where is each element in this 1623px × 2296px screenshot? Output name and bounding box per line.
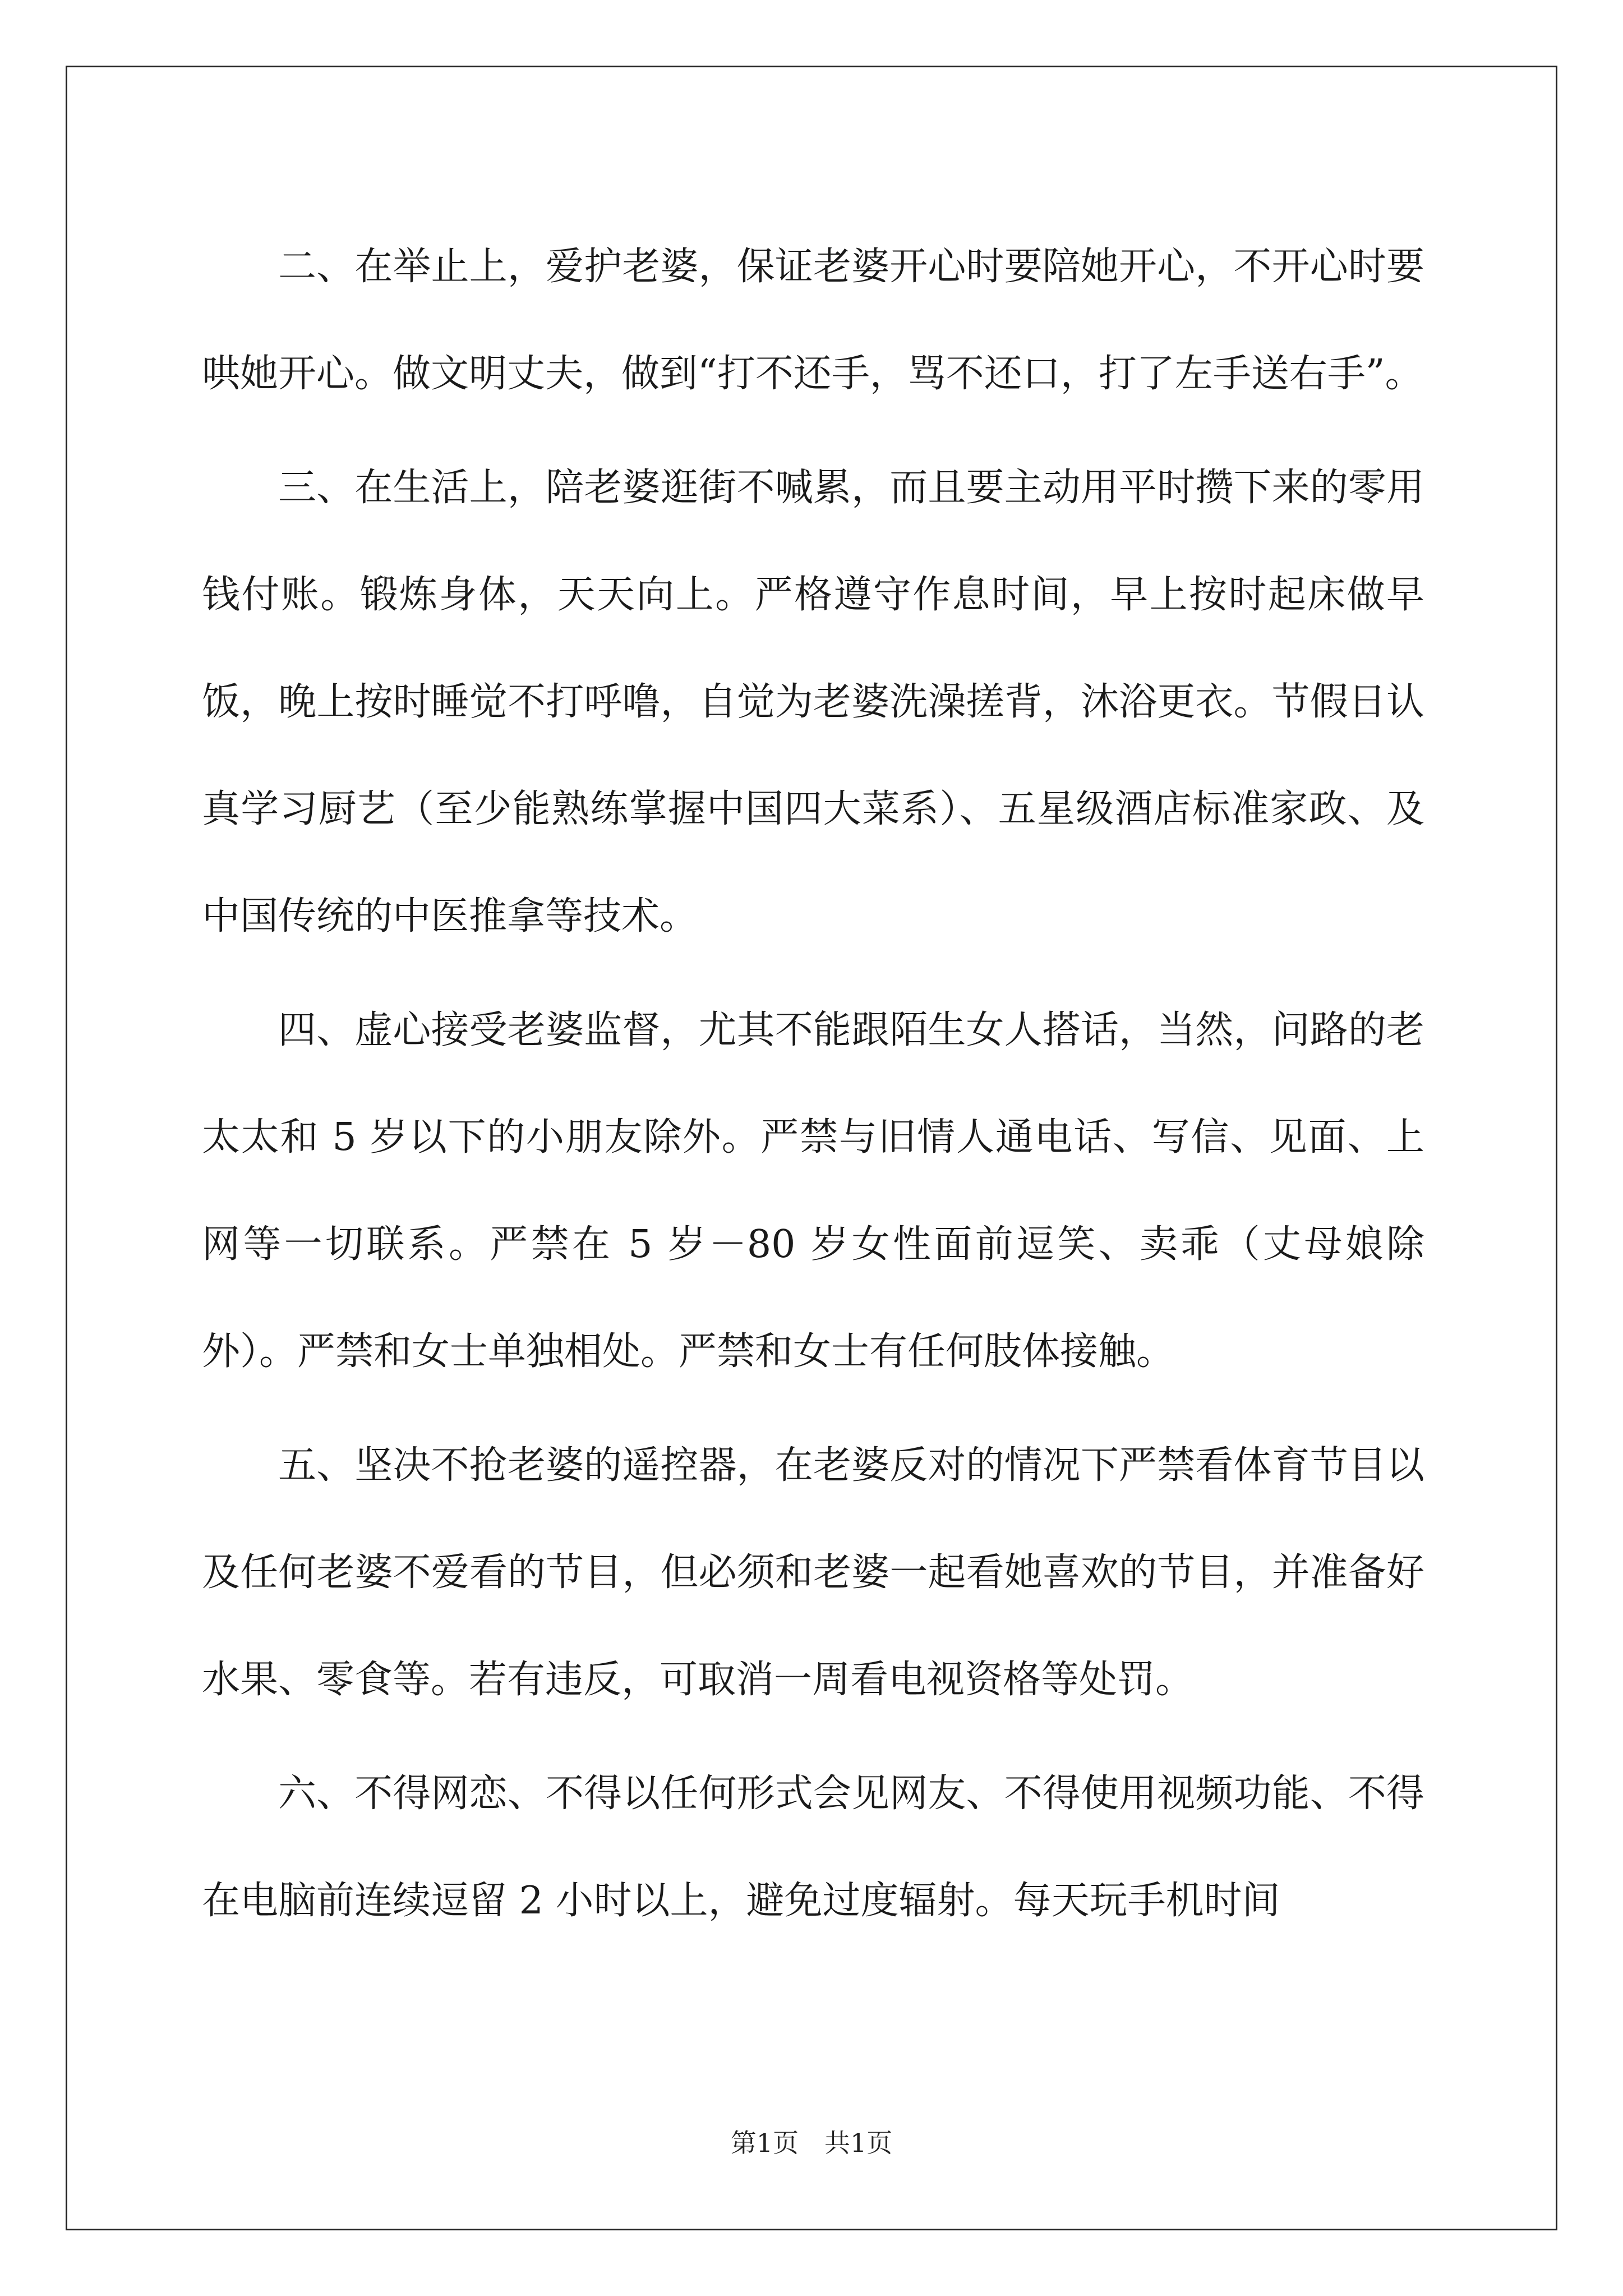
paragraph-6: 六、不得网恋、不得以任何形式会见网友、不得使用视频功能、不得在电脑前连续逗留 2 小时以上，避免过度辐射。每天玩手机时间 [202, 1772, 1424, 1923]
page-footer [0, 2126, 1623, 2160]
page-total: 共1页 [824, 2128, 893, 2158]
paragraph-4: 四、虚心接受老婆监督，尤其不能跟陌生女人搭话，当然，问路的老太太和 5 岁以下的小朋友除外。严禁与旧情人通电话、写信、见面、上网等一切联系。严禁在 5 岁－80 岁女性面前逗笑、卖乖（丈母娘除外）。严禁和女士单独相处。严禁和女士有任何肢体接触。 [202, 1008, 1424, 1374]
paragraph-2: 二、在举止上，爱护老婆，保证老婆开心时要陪她开心，不开心时要哄她开心。做文明丈夫，做到“打不还手，骂不还口，打了左手送右手”。 [202, 245, 1424, 396]
document-body [202, 213, 1424, 1961]
paragraph-3: 三、在生活上，陪老婆逛街不喊累，而且要主动用平时攒下来的零用钱付账。锻炼身体，天天向上。严格遵守作息时间，早上按时起床做早饭，晚上按时睡觉不打呼噜，自觉为老婆洗澡搓背，沐浴更衣。节假日认真学习厨艺（至少能熟练掌握中国四大菜系）、五星级酒店标准家政、及中国传统的中医推拿等技术。 [202, 466, 1424, 938]
page-number: 第1页 [730, 2128, 799, 2158]
paragraph-5: 五、坚决不抢老婆的遥控器，在老婆反对的情况下严禁看体育节目以及任何老婆不爱看的节目，但必须和老婆一起看她喜欢的节目，并准备好水果、零食等。若有违反，可取消一周看电视资格等处罚。 [202, 1443, 1424, 1702]
